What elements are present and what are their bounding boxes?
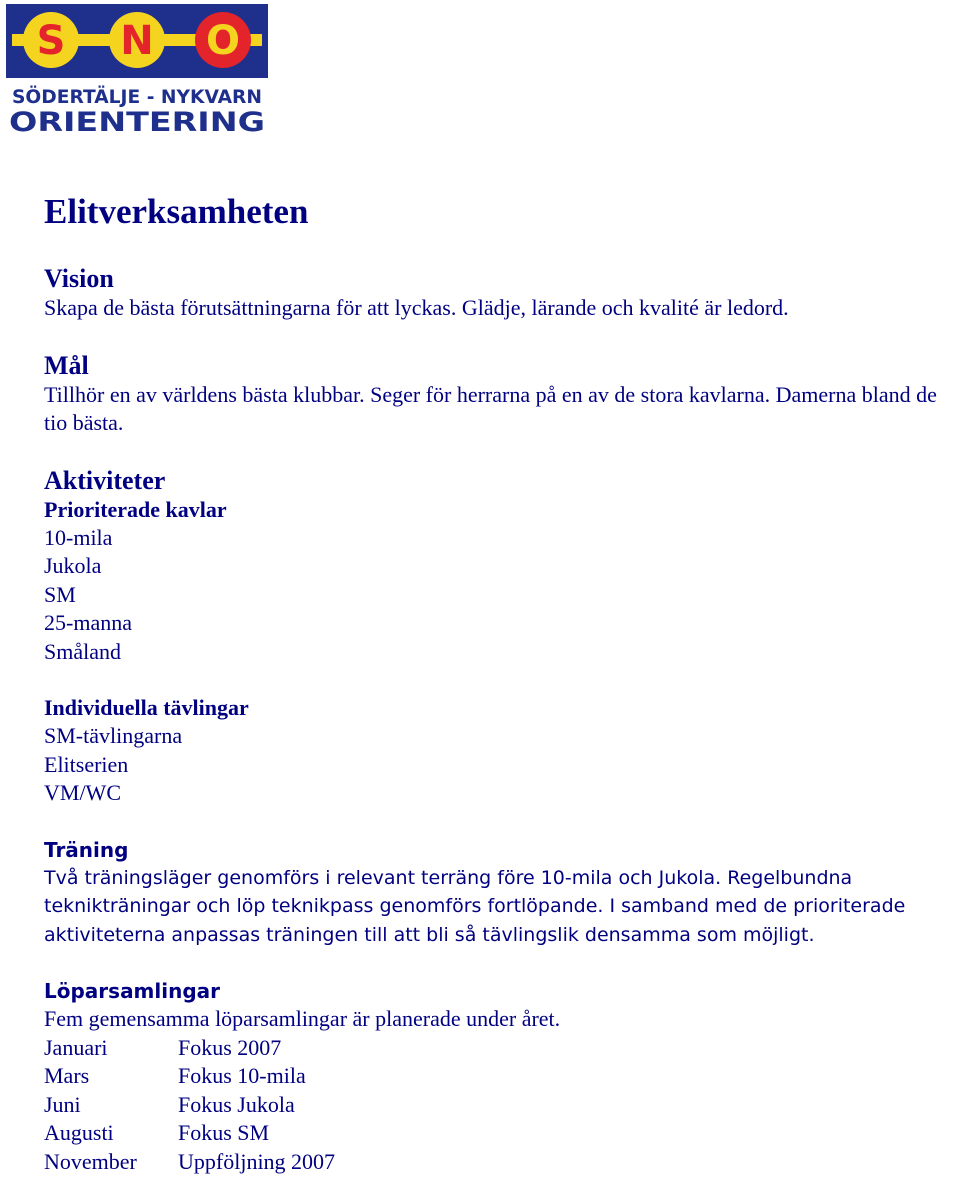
vision-section	[44, 264, 954, 323]
document-body	[44, 190, 954, 1176]
camp-row	[44, 1148, 954, 1177]
individual-item: SM-tävlingarna	[44, 723, 183, 748]
camp-focus: Fokus Jukola	[178, 1091, 295, 1117]
relay-item: SM	[44, 581, 76, 607]
vision-heading: Vision	[44, 264, 114, 293]
vision-text: Skapa de bästa förutsättningarna för att lyckas. Glädje, lärande och kvalité är ledord.	[44, 295, 789, 320]
camp-month: Juni	[44, 1091, 81, 1117]
camp-row	[44, 1091, 954, 1120]
camp-focus: Uppföljning 2007	[178, 1148, 336, 1174]
goal-section	[44, 351, 954, 438]
training-text: Två träningsläger genomförs i relevant terräng före 10-mila och Jukola. Regelbundna teknikträningar och löp teknikpass genomförs fortlöpande. I samband med de prioriterade aktiviteterna anpassas träningen till att bli så tävlingslik densamma som möjligt.	[44, 866, 906, 946]
relays-heading: Prioriterade kavlar	[44, 496, 227, 522]
camp-month: Januari	[44, 1034, 108, 1060]
goal-text: Tillhör en av världens bästa klubbar. Seger för herrarna på en av de stora kavlarna. Damerna bland de tio bästa.	[44, 381, 937, 435]
individual-item: VM/WC	[44, 780, 121, 805]
activities-section	[44, 466, 954, 808]
relay-item: Jukola	[44, 553, 102, 578]
logo-letter-n: N	[120, 18, 154, 64]
logo-letter-o: O	[205, 18, 241, 64]
page-title: Elitverksamheten	[44, 192, 309, 231]
relay-item: 10-mila	[44, 524, 113, 550]
individual-heading: Individuella tävlingar	[44, 695, 249, 720]
relay-item: Småland	[44, 638, 121, 664]
logo-line1: SÖDERTÄLJE - NYKVARN	[12, 86, 267, 108]
camp-month: Mars	[44, 1063, 90, 1088]
activities-heading: Aktiviteter	[44, 465, 166, 495]
camp-month: Augusti	[44, 1120, 114, 1145]
training-heading: Träning	[44, 837, 129, 862]
camp-month: November	[44, 1148, 137, 1174]
individual-item: Elitserien	[44, 751, 129, 777]
runner-camps-intro: Fem gemensamma löparsamlingar är planerade under året.	[44, 1006, 561, 1031]
camp-focus: Fokus 10-mila	[178, 1063, 306, 1088]
runner-camps-section	[44, 977, 954, 1176]
logo-line2: ORIENTERING	[9, 107, 265, 134]
camp-focus: Fokus SM	[178, 1120, 270, 1145]
runner-camps-heading: Löparsamlingar	[44, 979, 221, 1003]
logo-graphic	[6, 4, 268, 134]
camp-row	[44, 1119, 954, 1148]
camp-row	[44, 1062, 954, 1091]
training-section	[44, 836, 954, 950]
club-logo	[6, 4, 268, 134]
logo-letter-s: S	[36, 18, 66, 64]
relay-item: 25-manna	[44, 610, 132, 635]
goal-heading: Mål	[44, 350, 89, 380]
camp-row	[44, 1034, 954, 1063]
camp-focus: Fokus 2007	[178, 1034, 282, 1060]
